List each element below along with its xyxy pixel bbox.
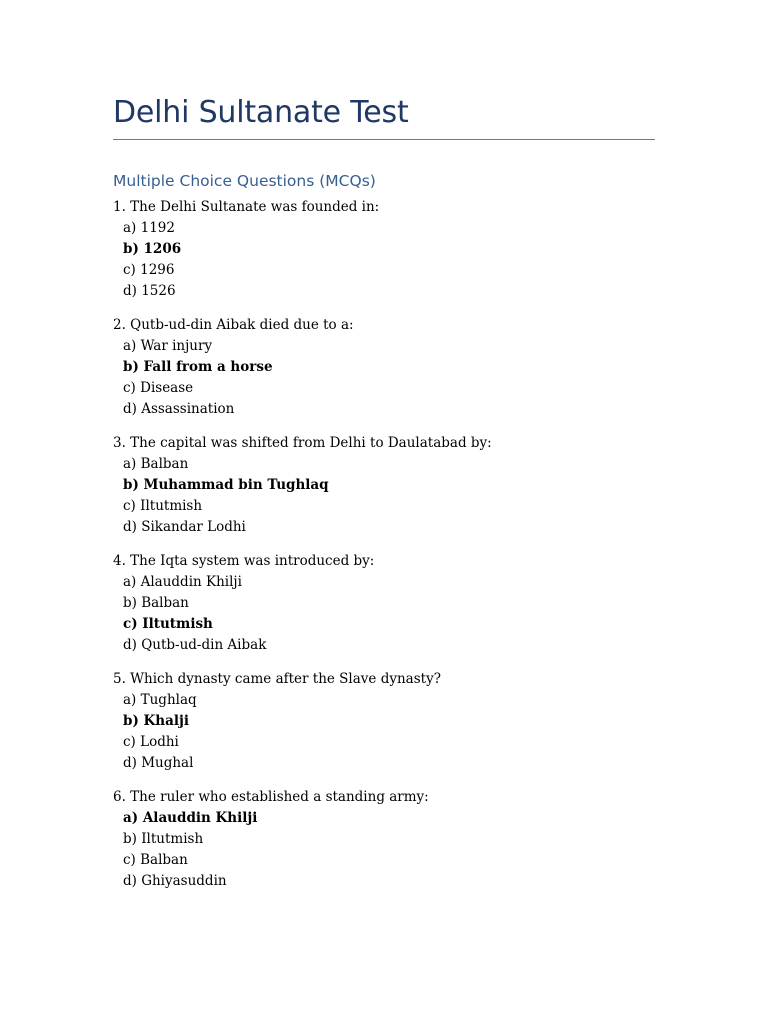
option-c: c) Iltutmish — [123, 616, 213, 632]
option-b: b) Muhammad bin Tughlaq — [123, 477, 329, 493]
option-b: b) Khalji — [123, 713, 189, 729]
option-b: b) Iltutmish — [123, 831, 204, 847]
option-b: b) Balban — [123, 595, 189, 611]
option-c: c) Disease — [123, 380, 194, 396]
option-d: d) Sikandar Lodhi — [123, 519, 246, 535]
question-text: 4. The Iqta system was introduced by: — [113, 553, 375, 569]
question-3 — [113, 433, 655, 538]
option-a: a) Alauddin Khilji — [123, 574, 242, 590]
question-text: 2. Qutb-ud-din Aibak died due to a: — [113, 317, 354, 333]
document-title: Delhi Sultanate Test — [113, 95, 409, 130]
title-underline — [113, 139, 655, 140]
option-d: d) Assassination — [123, 401, 235, 417]
option-b: b) 1206 — [123, 241, 182, 257]
option-c: c) Lodhi — [123, 734, 179, 750]
option-d: d) Qutb-ud-din Aibak — [123, 637, 267, 653]
question-text: 3. The capital was shifted from Delhi to Daulatabad by: — [113, 435, 492, 451]
option-d: d) 1526 — [123, 283, 176, 299]
option-c: c) Balban — [123, 852, 188, 868]
question-1 — [113, 197, 655, 302]
question-2 — [113, 315, 655, 420]
section-heading: Multiple Choice Questions (MCQs) — [113, 172, 376, 190]
option-d: d) Mughal — [123, 755, 194, 771]
question-text: 6. The ruler who established a standing army: — [113, 789, 429, 805]
question-6 — [113, 787, 655, 892]
question-4 — [113, 551, 655, 656]
option-b: b) Fall from a horse — [123, 359, 273, 375]
option-a: a) Alauddin Khilji — [123, 810, 258, 826]
question-5 — [113, 669, 655, 774]
option-a: a) War injury — [123, 338, 213, 354]
question-list — [113, 197, 655, 905]
option-a: a) 1192 — [123, 220, 175, 236]
question-text: 5. Which dynasty came after the Slave dynasty? — [113, 671, 441, 687]
option-c: c) 1296 — [123, 262, 175, 278]
option-a: a) Balban — [123, 456, 189, 472]
question-text: 1. The Delhi Sultanate was founded in: — [113, 199, 380, 215]
option-d: d) Ghiyasuddin — [123, 873, 227, 889]
option-c: c) Iltutmish — [123, 498, 203, 514]
option-a: a) Tughlaq — [123, 692, 197, 708]
